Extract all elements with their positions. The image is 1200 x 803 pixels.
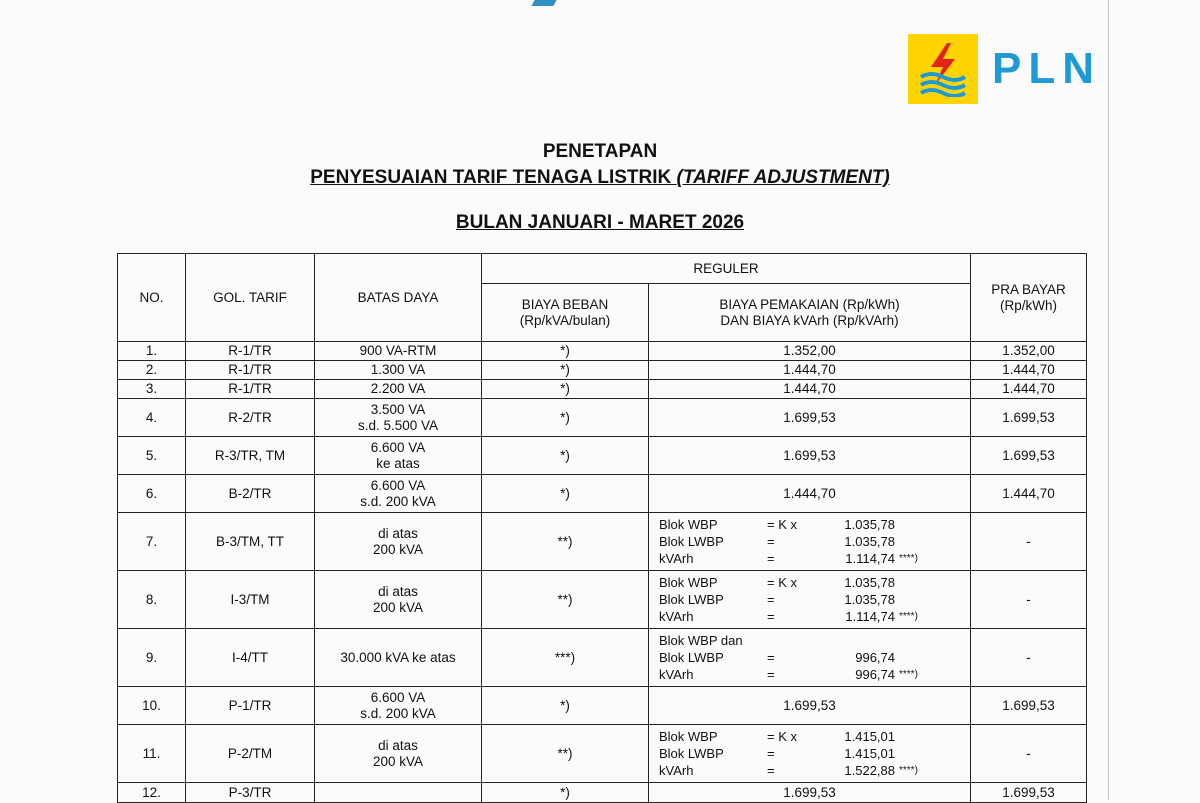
pemakaian-line2: DAN BIAYA kVArh (Rp/kVArh) <box>720 312 899 328</box>
cell-no: 1. <box>118 342 186 361</box>
cell-gol-tarif: R-2/TR <box>186 399 315 437</box>
cell-gol-tarif: R-1/TR <box>186 361 315 380</box>
batas-line: 200 kVA <box>372 599 424 615</box>
block-label: kVArh <box>659 609 694 624</box>
batas-line: 200 kVA <box>372 541 424 557</box>
block-op <box>767 632 811 649</box>
block-op: = <box>767 592 775 607</box>
block-value: 1.035,78 <box>844 517 895 532</box>
batas-line: di atas <box>378 737 418 753</box>
cell-no: 2. <box>118 361 186 380</box>
block-value: 1.035,78 <box>844 575 895 590</box>
cell-gol-tarif: I-4/TT <box>186 629 315 687</box>
col-header-biaya-pemakaian <box>649 284 971 342</box>
cell-biaya-pemakaian: 1.699,53 <box>649 399 971 437</box>
cell-gol-tarif: P-3/TR <box>186 783 315 803</box>
cell-no: 7. <box>118 513 186 571</box>
block-list <box>659 632 966 683</box>
block-list <box>659 516 966 567</box>
cell-batas-daya <box>315 361 482 380</box>
block-label: Blok WBP <box>659 729 718 744</box>
block-note <box>895 728 935 745</box>
block-note: ****) <box>899 765 918 776</box>
block-note: ****) <box>899 611 918 622</box>
table-row <box>118 380 1087 399</box>
cell-no: 3. <box>118 380 186 399</box>
block-value: 1.035,78 <box>844 592 895 607</box>
block-op: = K x <box>767 575 797 590</box>
table-row <box>118 687 1087 725</box>
cell-batas-daya <box>315 513 482 571</box>
cell-biaya-beban: *) <box>482 361 649 380</box>
block-op: = <box>767 650 775 665</box>
cell-prabayar: 1.444,70 <box>971 475 1087 513</box>
header-logo-fragment <box>531 0 556 6</box>
batas-line: 6.600 VA <box>370 689 426 705</box>
cell-biaya-beban: *) <box>482 475 649 513</box>
cell-biaya-pemakaian: 1.444,70 <box>649 475 971 513</box>
pln-logo-text: PLN <box>992 44 1101 93</box>
cell-biaya-beban: **) <box>482 571 649 629</box>
batas-line: s.d. 200 kVA <box>360 705 436 721</box>
block-label: kVArh <box>659 551 694 566</box>
batas-line: 1.300 VA <box>370 362 426 377</box>
cell-prabayar: 1.444,70 <box>971 380 1087 399</box>
cell-batas-daya <box>315 342 482 361</box>
cell-prabayar: 1.444,70 <box>971 361 1087 380</box>
cell-no: 4. <box>118 399 186 437</box>
cell-biaya-beban: *) <box>482 783 649 803</box>
table-row <box>118 629 1087 687</box>
cell-biaya-pemakaian: 1.444,70 <box>649 361 971 380</box>
block-value: 1.114,74 <box>845 551 895 566</box>
col-header-reguler: REGULER <box>482 254 971 284</box>
cell-biaya-beban: *) <box>482 437 649 475</box>
cell-batas-daya <box>315 687 482 725</box>
block-note <box>895 649 935 666</box>
block-label: Blok LWBP <box>659 746 724 761</box>
col-header-prabayar <box>971 254 1087 342</box>
cell-biaya-beban: **) <box>482 513 649 571</box>
batas-line: di atas <box>378 583 418 599</box>
block-value: 1.415,01 <box>844 746 895 761</box>
cell-biaya-pemakaian: 1.699,53 <box>649 437 971 475</box>
cell-gol-tarif: P-2/TM <box>186 725 315 783</box>
cell-no: 10. <box>118 687 186 725</box>
cell-prabayar: 1.352,00 <box>971 342 1087 361</box>
block-note <box>895 533 935 550</box>
block-label: kVArh <box>659 667 694 682</box>
prabayar-line2: (Rp/kWh) <box>1000 297 1057 313</box>
batas-line: s.d. 200 kVA <box>360 493 436 509</box>
pln-logo-icon <box>908 34 978 104</box>
col-header-biaya-beban <box>482 284 649 342</box>
cell-gol-tarif: B-3/TM, TT <box>186 513 315 571</box>
cell-biaya-pemakaian <box>649 571 971 629</box>
cell-biaya-beban: ***) <box>482 629 649 687</box>
table-row <box>118 437 1087 475</box>
cell-prabayar: - <box>971 571 1087 629</box>
col-header-gol-tarif: GOL. TARIF <box>186 254 315 342</box>
block-op: = <box>767 534 775 549</box>
cell-biaya-beban: *) <box>482 342 649 361</box>
cell-no: 12. <box>118 783 186 803</box>
beban-line2: (Rp/kVA/bulan) <box>519 312 611 328</box>
cell-prabayar: 1.699,53 <box>971 399 1087 437</box>
block-op: = <box>767 667 775 682</box>
col-header-no: NO. <box>118 254 186 342</box>
cell-prabayar: - <box>971 725 1087 783</box>
block-op: = <box>767 746 775 761</box>
table-row <box>118 361 1087 380</box>
cell-no: 8. <box>118 571 186 629</box>
block-label: Blok WBP <box>659 575 718 590</box>
table-row <box>118 399 1087 437</box>
cell-gol-tarif: R-1/TR <box>186 380 315 399</box>
cell-batas-daya <box>315 437 482 475</box>
cell-batas-daya <box>315 629 482 687</box>
block-value: 996,74 <box>855 650 895 665</box>
block-value: 996,74 <box>855 667 895 682</box>
cell-gol-tarif: P-1/TR <box>186 687 315 725</box>
cell-batas-daya <box>315 475 482 513</box>
block-label: kVArh <box>659 763 694 778</box>
block-op: = K x <box>767 729 797 744</box>
block-note <box>895 632 935 649</box>
page-edge-divider <box>1108 0 1109 800</box>
cell-no: 9. <box>118 629 186 687</box>
cell-gol-tarif: R-1/TR <box>186 342 315 361</box>
block-op: = <box>767 609 775 624</box>
doc-title-main: PENYESUAIAN TARIF TENAGA LISTRIK <box>310 167 677 188</box>
cell-prabayar: - <box>971 629 1087 687</box>
block-label: Blok LWBP <box>659 534 724 549</box>
doc-period-title: BULAN JANUARI - MARET 2026 <box>455 212 745 233</box>
cell-gol-tarif: B-2/TR <box>186 475 315 513</box>
cell-biaya-beban: *) <box>482 687 649 725</box>
block-note: ****) <box>899 669 918 680</box>
table-row <box>118 475 1087 513</box>
block-op: = <box>767 551 775 566</box>
cell-biaya-pemakaian: 1.699,53 <box>649 687 971 725</box>
cell-no: 5. <box>118 437 186 475</box>
cell-biaya-beban: *) <box>482 380 649 399</box>
cell-gol-tarif: I-3/TM <box>186 571 315 629</box>
doc-title-line2 <box>0 167 1200 189</box>
cell-prabayar: 1.699,53 <box>971 687 1087 725</box>
batas-line: 3.500 VA <box>370 401 426 417</box>
block-value: 1.522,88 <box>844 763 895 778</box>
cell-batas-daya <box>315 571 482 629</box>
cell-biaya-pemakaian: 1.352,00 <box>649 342 971 361</box>
block-note: ****) <box>899 553 918 564</box>
block-list <box>659 574 966 625</box>
table-row <box>118 571 1087 629</box>
block-op: = K x <box>767 517 797 532</box>
col-header-batas-daya: BATAS DAYA <box>315 254 482 342</box>
batas-line: 30.000 kVA ke atas <box>340 649 456 665</box>
cell-biaya-pemakaian: 1.699,53 <box>649 783 971 803</box>
batas-line: 2.200 VA <box>370 381 426 396</box>
block-value: 1.035,78 <box>844 534 895 549</box>
pemakaian-line1: BIAYA PEMAKAIAN (Rp/kWh) <box>719 296 900 312</box>
beban-line1: BIAYA BEBAN <box>521 296 609 312</box>
block-label: Blok LWBP <box>659 650 724 665</box>
tariff-table <box>117 253 1087 803</box>
prabayar-line1: PRA BAYAR <box>991 281 1066 297</box>
block-value: 1.415,01 <box>844 729 895 744</box>
batas-line: s.d. 5.500 VA <box>357 417 439 433</box>
batas-line: ke atas <box>376 455 420 471</box>
cell-prabayar: 1.699,53 <box>971 783 1087 803</box>
block-value <box>811 632 895 649</box>
batas-line: 200 kVA <box>372 753 424 769</box>
doc-title-italic: (TARIFF ADJUSTMENT) <box>676 167 890 188</box>
table-row <box>118 513 1087 571</box>
batas-line: 6.600 VA <box>370 439 426 455</box>
block-note <box>895 591 935 608</box>
cell-batas-daya <box>315 399 482 437</box>
cell-biaya-pemakaian <box>649 629 971 687</box>
cell-no: 11. <box>118 725 186 783</box>
cell-no: 6. <box>118 475 186 513</box>
cell-prabayar: - <box>971 513 1087 571</box>
block-list <box>659 728 966 779</box>
block-label: Blok WBP dan <box>659 633 743 648</box>
cell-batas-daya <box>315 380 482 399</box>
cell-biaya-pemakaian <box>649 513 971 571</box>
pln-logo <box>908 34 1101 104</box>
block-op: = <box>767 763 775 778</box>
block-note <box>895 516 935 533</box>
cell-biaya-beban: *) <box>482 399 649 437</box>
table-row <box>118 725 1087 783</box>
block-note <box>895 574 935 591</box>
cell-gol-tarif: R-3/TR, TM <box>186 437 315 475</box>
cell-biaya-pemakaian <box>649 725 971 783</box>
doc-title-line1: PENETAPAN <box>542 141 658 162</box>
block-label: Blok WBP <box>659 517 718 532</box>
batas-line: di atas <box>378 525 418 541</box>
cell-prabayar: 1.699,53 <box>971 437 1087 475</box>
table-row <box>118 342 1087 361</box>
batas-line: 900 VA-RTM <box>359 343 437 358</box>
block-note <box>895 745 935 762</box>
cell-biaya-beban: **) <box>482 725 649 783</box>
cell-batas-daya <box>315 725 482 783</box>
batas-line: 6.600 VA <box>370 477 426 493</box>
block-value: 1.114,74 <box>845 609 895 624</box>
cell-biaya-pemakaian: 1.444,70 <box>649 380 971 399</box>
block-label: Blok LWBP <box>659 592 724 607</box>
